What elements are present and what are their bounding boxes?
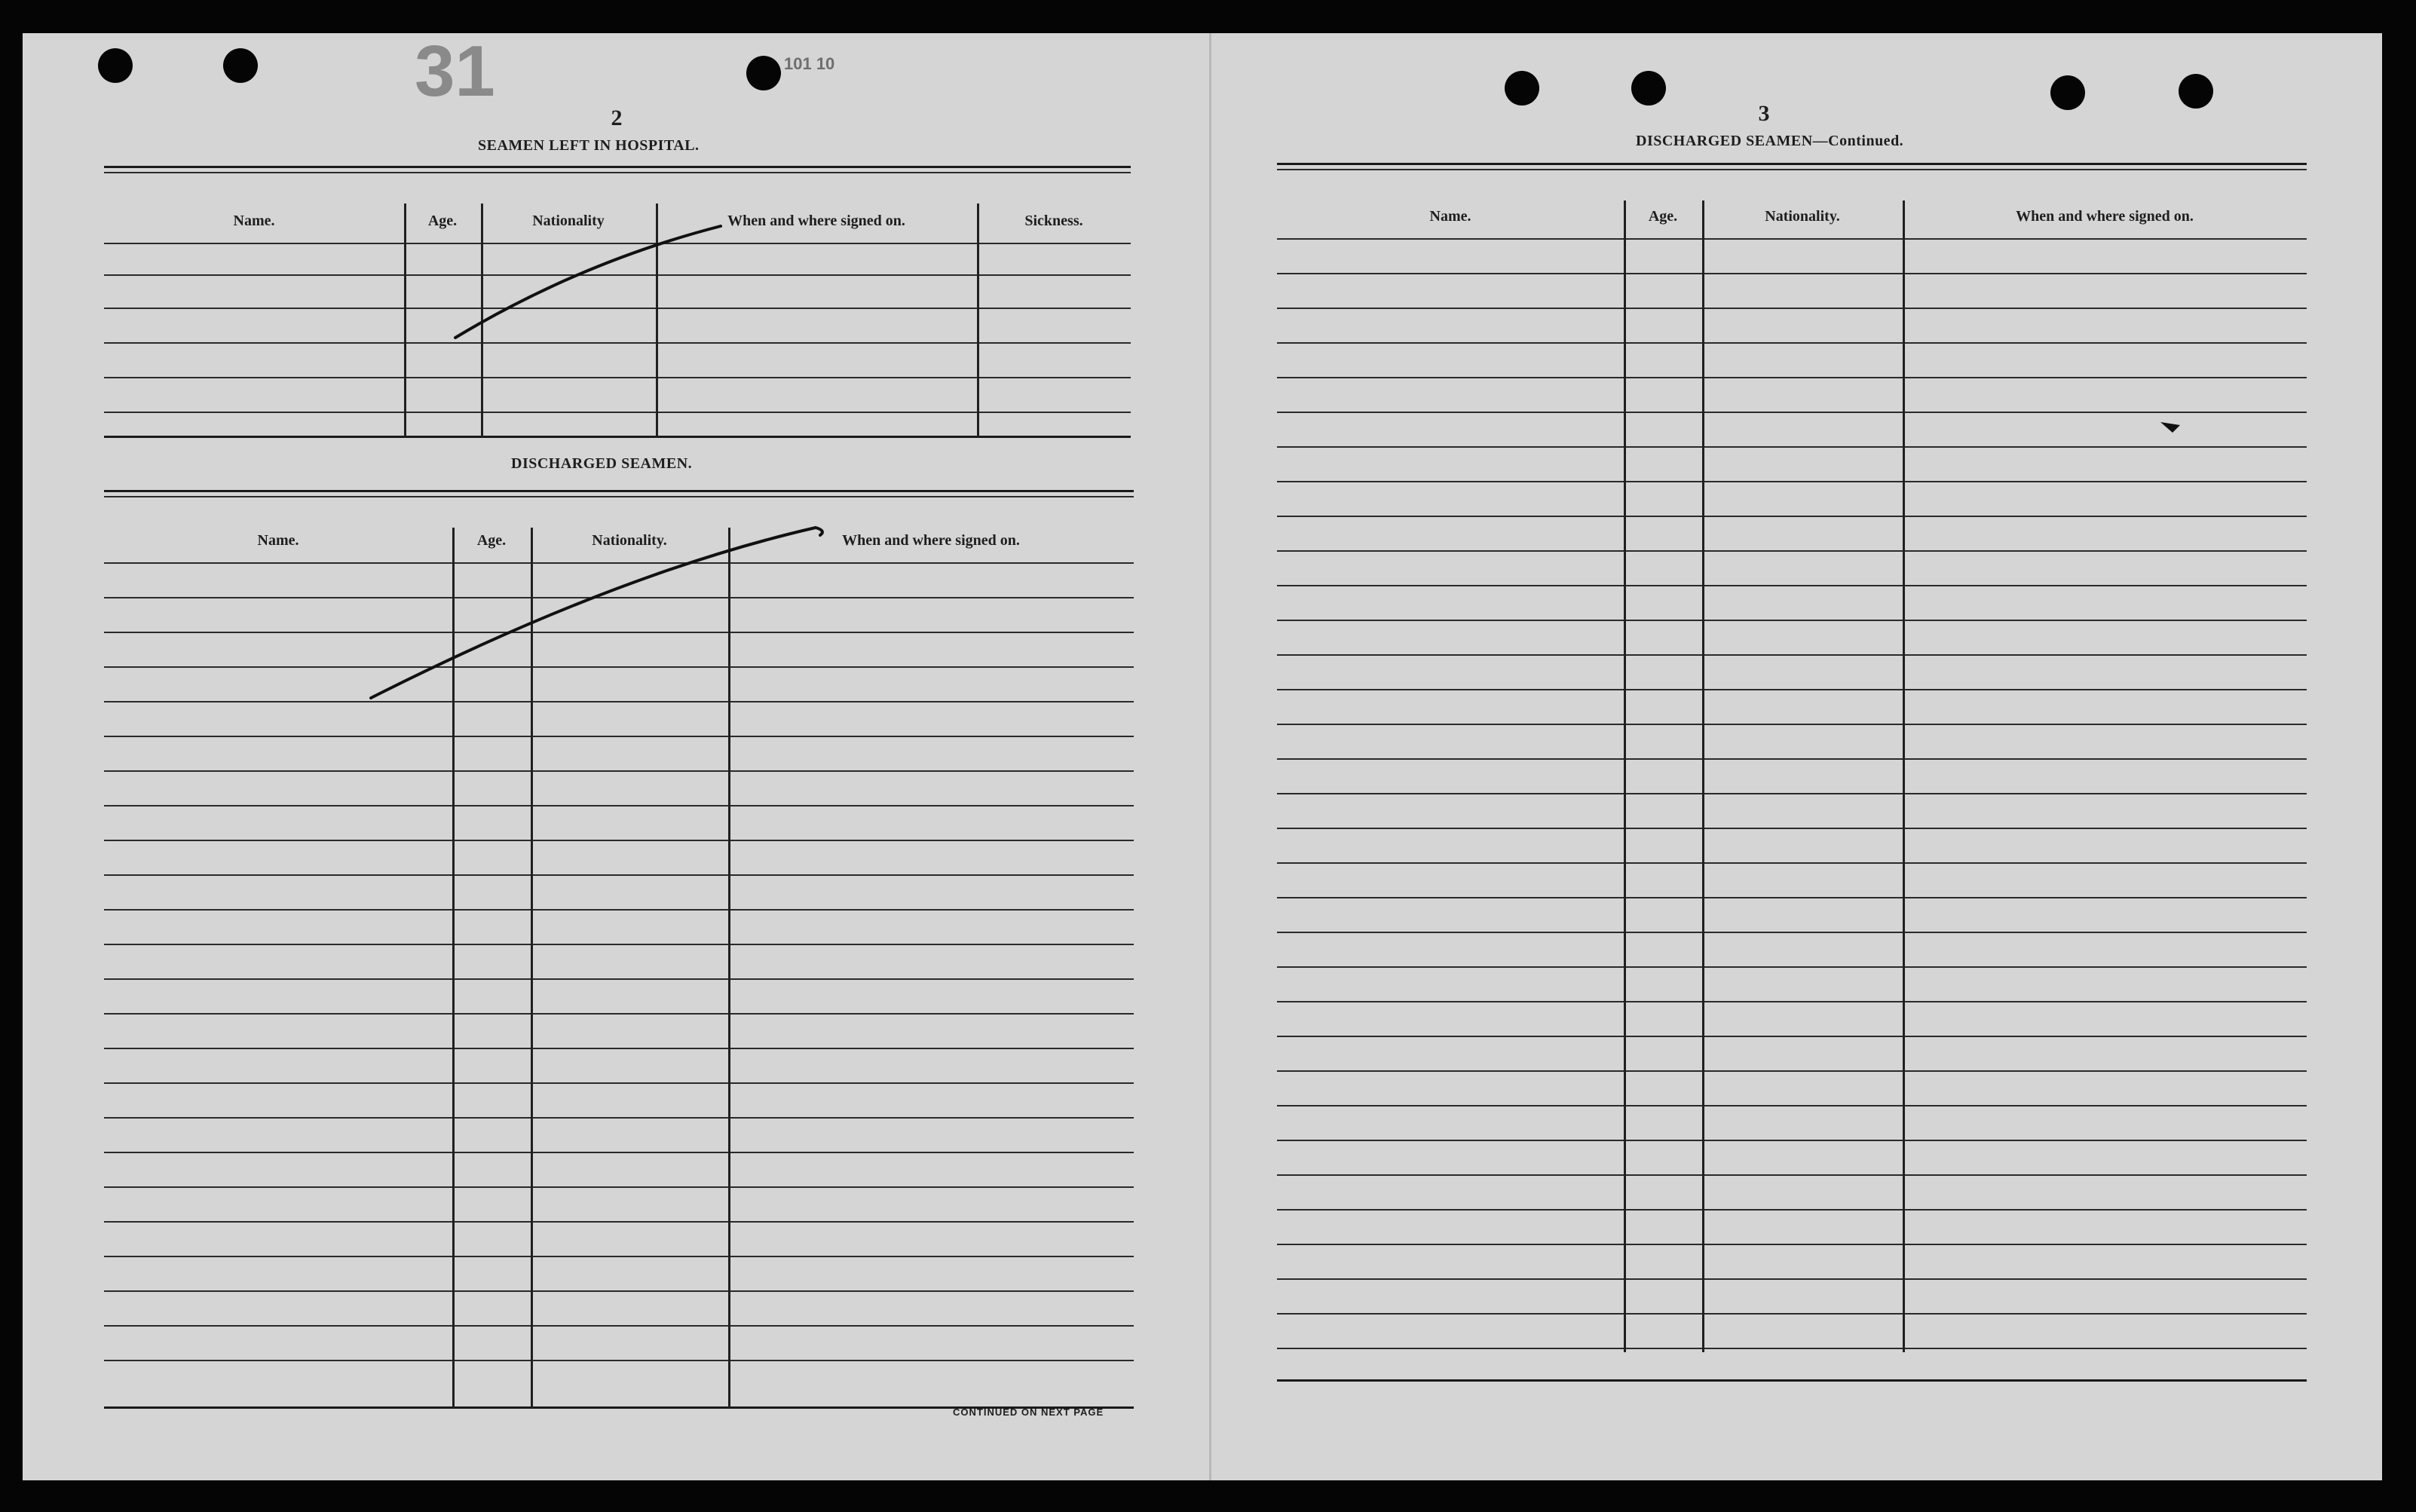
column-header-name: Name. bbox=[257, 532, 299, 549]
cancellation-strokes bbox=[23, 33, 2382, 1480]
column-header-name: Name. bbox=[233, 213, 275, 229]
discharged-continued-title-main: DISCHARGED SEAMEN bbox=[1636, 133, 1813, 149]
column-header-nationality: Nationality. bbox=[592, 532, 667, 549]
stamp-number: 31 bbox=[415, 31, 495, 112]
stamp-date: 101 10 bbox=[784, 54, 835, 73]
column-header-age: Age. bbox=[427, 213, 458, 229]
continued-note: CONTINUED ON NEXT PAGE bbox=[953, 1406, 1104, 1418]
column-header-name: Name. bbox=[1429, 208, 1471, 225]
column-header-signed-on: When and where signed on. bbox=[727, 213, 905, 229]
hospital-section-title: SEAMEN LEFT IN HOSPITAL. bbox=[478, 137, 700, 154]
column-header-signed-on: When and where signed on. bbox=[842, 532, 1020, 549]
column-header-sickness: Sickness. bbox=[1024, 213, 1083, 229]
column-header-nationality: Nationality bbox=[532, 213, 605, 229]
discharged-section-title: DISCHARGED SEAMEN. bbox=[511, 455, 693, 472]
column-header-signed-on: When and where signed on. bbox=[2016, 208, 2194, 225]
document-sheet bbox=[23, 33, 2382, 1480]
discharged-continued-title-suffix: —Continued. bbox=[1812, 133, 1904, 149]
column-header-nationality: Nationality. bbox=[1765, 208, 1840, 225]
column-header-age: Age. bbox=[1648, 208, 1678, 225]
left-page-number: 2 bbox=[611, 106, 623, 130]
column-header-age: Age. bbox=[476, 532, 507, 549]
right-page-number: 3 bbox=[1758, 101, 1770, 126]
